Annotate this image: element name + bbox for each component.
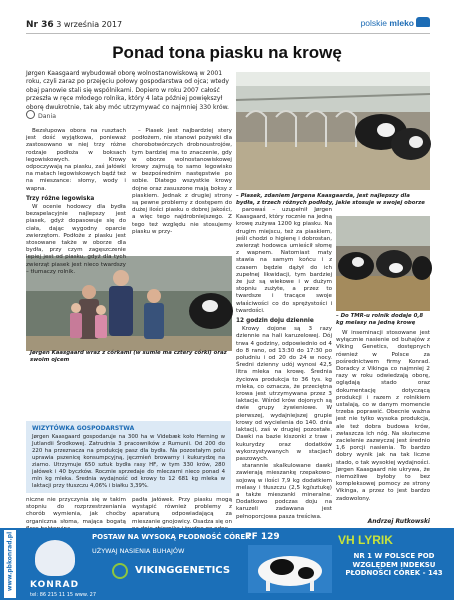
issue-date: 3 września 2017 [56,20,123,29]
column-2 [132,128,232,252]
col3-subheading: 12 godzin doju dziennie [236,318,314,325]
viking-genetics-icon [112,563,128,579]
ad-side-strip[interactable] [4,530,16,598]
location-text: Dania [38,113,56,120]
col3-paragraph-1: parowaś – uzupełnił Jørgen Kaasgaard, który rocznie na jedną krowę zużywa 1200 kg piasku. Na drugim miejscu, też za piaskiem, jeśli chodzi o higienę i dobrostan, zwierząt hodowca umieścił słomę z wapnem. Natomiast maty stawia na samym końcu i z czasem będzie dążył do ich zupełnej likwidacji, tym bardziej że już są wiekowe i w dużym stopniu zużyte, a przez to twardsze i tracące swoje właściwości co do sprężystości i twardości. [236,207,332,314]
magazine-logo [361,17,430,28]
article-lead: Jørgen Kaasgaard wybudował oborę wolnostanowiskową w 2001 roku, czyli zaraz po przejęciu połowy gospodarstwa od ojca; wtedy obaj panowie stali się wspólnikami. Dopiero w roku 2007 całość przeszła w ręce młodego rolnika, który 4 lata później powiększył oborę dwukrotnie, tak aby móc utrzymywać co najmniej 330 krów. [26,70,230,111]
vh-lyrik-title: VH LYRIK [338,533,393,547]
feeding-photo [336,216,430,311]
farm-info-title: WIZYTÓWKA GOSPODARSTWA [32,425,135,432]
ad-headline: POSTAW NA WYSOKĄ PŁODNOŚĆ CÓREK [92,533,251,541]
vh-lyrik-text: NR 1 W POLSCE POD WZGLĘDEM INDEKSU PŁODNOŚCI CÓREK - 143 [345,552,443,578]
feeding-illustration [336,216,430,311]
col1-subheading: Trzy różne legowiska [26,195,95,202]
ad-url[interactable]: www.pbkonrad.pl [6,531,14,592]
col3-paragraph-3: starannie skalkulowane dawki zawierają mieszankę rzepakowo-sojową w ilości 7,9 kg dodatkiem melasy i tłuszczu (2,5 kg/sztukę) a także mieszanki mineralne. Dodatkowo podczas doju na karuzeli zadawana jest pełnoporcjowa pasza treściwa. [236,463,332,520]
col1-paragraph-end: niczne nie przyczynia się w takim stopniu do rozprzestrzeniania chorób wymienia, jak choćby organiczna słoma, mająca bogatą [26,497,126,525]
article-title: Ponad tona piasku na krowę [112,43,342,62]
page-header [26,17,430,34]
logo-word-1: polskie [360,18,388,28]
column-4 [336,330,430,516]
logo-word-2: mleko [389,18,414,28]
column-3 [236,207,332,519]
photo1-caption: – Piasek, zdaniem Jørgena Kaasgaarda, jest najlepszy dla bydła, z trzech różnych podłoży, jakie stosuje w swojej oborze [236,193,425,206]
col3-paragraph-2: Krowy dojone są 3 razy dziennie na hali karuzelowej. Dój trwa 4 godziny, odpowiednio od 4 do 8 rano, od 13:30 do 17:30 po południu i od 20 do 24 w nocy. Średni dzienny udój wynosi 42,5 litra mleka na krowę. Średnia życiowa produkcja to 36 tys. kg mleka, co oznacza, że przeciętna krowa jest utrzymywana przez 3 laktacje. Wśród krów dojonych są dwie grupy żywieniowe. W pierwszej, wydajniejszej grupie krowy od wycielenia do 140. dnia laktacji, zaś w drugiej pozostałe. Dawki na bazie kiszonki z traw i kukurydzy oraz dodatków wykorzystywanych w stacjach paszowych. [236,326,332,462]
konrad-brand: KONRAD [30,580,80,590]
col1-paragraph-2: W ocenie hodowcy dla bydła bezapelacyjnie najlepszy jest piasek, gdyż dopasowuje się do ciała, dając wygodny oparcie zwierzętom. Podłoże z piasku jest stosowane także w oborze dla bydła, przy czym zagęszczenie lepiej jest od piasku, gdyż dla tych zwierząt piasek jest nieco twardszy – tłumaczy rolnik. [26,204,126,275]
viking-genetics-brand: VIKINGGENETICS [135,565,231,576]
col1-paragraph-1: Bezsłupowa obora na rusztach jest dość wyjątkowa, ponieważ zastosowano w niej trzy różne rodzaje podłoża w boksach legowiskowych. Krowy odpoczywają na piasku, zaś jałówki na matach legowiskowych bądź też na mieszance: słomy, wody i wapna. [26,128,126,192]
col2-paragraph-1: – Piasek jest najbardziej stery podłożem, nie stanowi pożywki dla chorobotwórczych drobnoustrojów, tym bardziej ma to znaczenie, gdy w oborze wolnostanowiskowej krowy zajmują to samo legowisko w bezpośrednim następstwie po sobie. Dlatego wszystkie krowy dojne oraz zasuszone mają boksy z piaskiem. Jednak z drugiej strony są pewne problemy z dostępem do dużej ilości piasku o dobrej jakości, a więc tego najdrobniejszego. Z tego też względu nie stosujemy piasku w przy- [132,128,232,235]
ad-phone: tel: 86 215 11 15 www. 27 [30,592,97,598]
column-1-end [26,497,126,527]
photo3-caption: Jørgen Kaasgaard wraz z córkami (w sumie ma cztery córki) oraz swoim ojcem [30,350,227,363]
location-pin-icon [26,110,35,119]
ad-subheadline: UŻYWAJ NASIENIA BUHAJÓW [92,547,185,555]
farm-info-text: Jørgen Kaasgaard gospodaruje na 300 ha w Videbæk koło Herning w Jutlandii Środkowej. Zatrudnia 3 pracowników z Rumunii. Od 200 do 220 ha przeznacza na produkcję pasz dla bydła. Na pozostałym polu uprawia pszenicę konsumpcyjną, jęczmień browarny i kukurydzę na ziarno. Utrzymuje 650 sztuk bydła rasy HF, w tym 330 krów, 280 jałówek i 40 byczków. Rocznie sprzedaje do mleczarni nieco ponad 4 mln kg mleka. Średnia wydajność od krowy to 12 681 kg mleka w laktacji przy tłuszczu 4,06% i białku 3,39%. [32,434,225,489]
issue-number: Nr 36 [26,20,54,30]
location-label [26,110,56,120]
column-2-end [132,497,232,527]
column-1 [26,128,126,275]
photo2-caption: – Do TMR-u rolnik dodaje 0,8 kg melasy na jedną krowę [336,313,424,326]
author-name: Andrzej Rutkowski [367,518,430,525]
bull-code-label: PF 129 [245,532,280,542]
issue-info [26,20,122,30]
col4-paragraph-1: W inseminacji stosowane jest wyłącznie nasienie od buhajów z Viking Genetics, dostępnych również w Polsce za pośrednictwem firmy Konrad. Doradcy z Vikinga co najmniej 2 razy w roku odwiedzają oborę, oglądają stado oraz dokumentację dotyczącą produkcji i razem z rolnikiem ustalają, co w danym momencie trzeba poprawić. Obecnie ważna jest nie tylko wysoka produkcja, ale też dobra budowa krów, zwłaszcza ich nóg. Na skuteczne zacielenie zazwyczaj jest średnio 1,6 porcji nasienia. To bardzo dobry wynik jak na tak liczne stado, o tak wysokiej wydajności. Jørgen Kaasgaard nie ukrywa, że niemożliwe byłoby to bez kompleksowej pomocy ze strony Vikinga, a przez to jest bardzo zadowolony. [336,330,430,502]
bull-logo-icon [35,540,75,576]
barn-photo [236,72,430,190]
col2-paragraph-end: padła jałówek. Przy piasku mogą wystąpić również problemy z aparaturą odpowiadającą za mieszanie gnojowicy. Osadza się on [132,497,232,525]
farm-info-box [26,421,231,493]
ad-cow-image [248,545,332,593]
barn-illustration [236,72,430,190]
cow-logo-icon [416,17,430,27]
